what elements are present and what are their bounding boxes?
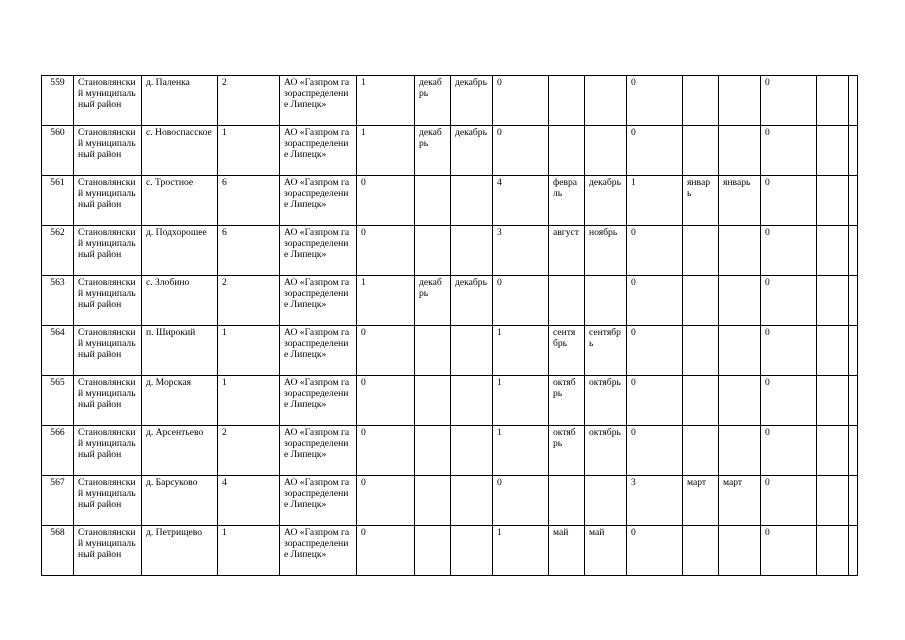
period2-start-month-cell: [549, 476, 585, 526]
period3-value-cell: 0: [627, 526, 683, 576]
row-number-cell: 567: [42, 476, 74, 526]
period3-end-month-cell: январь: [719, 176, 761, 226]
period2-end-month-cell: [585, 76, 627, 126]
table-row: [42, 326, 858, 376]
period1-end-month-cell: декабрь: [451, 76, 493, 126]
period2-value-cell: 1: [493, 426, 549, 476]
period4-value-cell: 0: [761, 276, 817, 326]
row-number-cell: 562: [42, 226, 74, 276]
count-cell: 1: [218, 526, 280, 576]
count-cell: 1: [218, 126, 280, 176]
organization-cell: АО «Газпром газораспределение Липецк»: [280, 276, 357, 326]
period3-end-month-cell: [719, 276, 761, 326]
period4-value-cell: 0: [761, 76, 817, 126]
district-cell: Становлянский муниципальный район: [74, 276, 142, 326]
empty-cell: [817, 326, 849, 376]
empty-cell: [849, 476, 858, 526]
period2-value-cell: 0: [493, 476, 549, 526]
empty-cell: [849, 326, 858, 376]
period3-end-month-cell: [719, 126, 761, 176]
period1-start-month-cell: [415, 326, 451, 376]
district-cell: Становлянский муниципальный район: [74, 526, 142, 576]
count-cell: 6: [218, 226, 280, 276]
period2-end-month-cell: [585, 276, 627, 326]
period1-end-month-cell: [451, 176, 493, 226]
organization-cell: АО «Газпром газораспределение Липецк»: [280, 376, 357, 426]
period4-value-cell: 0: [761, 426, 817, 476]
row-number-cell: 561: [42, 176, 74, 226]
period2-value-cell: 1: [493, 326, 549, 376]
period2-end-month-cell: сентябрь: [585, 326, 627, 376]
period4-value-cell: 0: [761, 176, 817, 226]
organization-cell: АО «Газпром газораспределение Липецк»: [280, 426, 357, 476]
table-row: [42, 426, 858, 476]
period2-end-month-cell: май: [585, 526, 627, 576]
table-row: [42, 226, 858, 276]
count-cell: 2: [218, 76, 280, 126]
period1-value-cell: 0: [357, 226, 415, 276]
period3-value-cell: 0: [627, 326, 683, 376]
period3-value-cell: 0: [627, 276, 683, 326]
period1-start-month-cell: декабрь: [415, 276, 451, 326]
period3-value-cell: 1: [627, 176, 683, 226]
period2-end-month-cell: [585, 126, 627, 176]
period3-end-month-cell: [719, 226, 761, 276]
locality-cell: с. Тростное: [142, 176, 218, 226]
period3-start-month-cell: [683, 526, 719, 576]
period1-value-cell: 1: [357, 276, 415, 326]
period1-end-month-cell: [451, 526, 493, 576]
period2-start-month-cell: август: [549, 226, 585, 276]
period2-value-cell: 3: [493, 226, 549, 276]
period1-value-cell: 1: [357, 76, 415, 126]
period1-start-month-cell: [415, 376, 451, 426]
period3-start-month-cell: [683, 226, 719, 276]
organization-cell: АО «Газпром газораспределение Липецк»: [280, 76, 357, 126]
period2-value-cell: 0: [493, 126, 549, 176]
locality-cell: п. Широкий: [142, 326, 218, 376]
period1-end-month-cell: [451, 376, 493, 426]
locality-cell: д. Морская: [142, 376, 218, 426]
period1-end-month-cell: декабрь: [451, 276, 493, 326]
count-cell: 4: [218, 476, 280, 526]
district-cell: Становлянский муниципальный район: [74, 326, 142, 376]
period2-end-month-cell: [585, 476, 627, 526]
district-cell: Становлянский муниципальный район: [74, 476, 142, 526]
row-number-cell: 568: [42, 526, 74, 576]
period3-end-month-cell: [719, 376, 761, 426]
period2-value-cell: 4: [493, 176, 549, 226]
period1-value-cell: 0: [357, 476, 415, 526]
row-number-cell: 560: [42, 126, 74, 176]
period3-value-cell: 0: [627, 376, 683, 426]
period1-start-month-cell: [415, 226, 451, 276]
period2-value-cell: 0: [493, 276, 549, 326]
empty-cell: [817, 176, 849, 226]
period2-start-month-cell: сентябрь: [549, 326, 585, 376]
district-cell: Становлянский муниципальный район: [74, 176, 142, 226]
table-row: [42, 476, 858, 526]
period2-end-month-cell: октябрь: [585, 376, 627, 426]
period3-end-month-cell: [719, 76, 761, 126]
period1-end-month-cell: [451, 476, 493, 526]
period2-end-month-cell: ноябрь: [585, 226, 627, 276]
period3-end-month-cell: март: [719, 476, 761, 526]
locality-cell: д. Арсентьево: [142, 426, 218, 476]
row-number-cell: 559: [42, 76, 74, 126]
period1-end-month-cell: декабрь: [451, 126, 493, 176]
period4-value-cell: 0: [761, 326, 817, 376]
period1-end-month-cell: [451, 326, 493, 376]
period2-start-month-cell: [549, 126, 585, 176]
period2-start-month-cell: май: [549, 526, 585, 576]
period2-end-month-cell: декабрь: [585, 176, 627, 226]
district-cell: Становлянский муниципальный район: [74, 76, 142, 126]
empty-cell: [849, 176, 858, 226]
row-number-cell: 565: [42, 376, 74, 426]
count-cell: 1: [218, 376, 280, 426]
period4-value-cell: 0: [761, 526, 817, 576]
period2-value-cell: 0: [493, 76, 549, 126]
empty-cell: [849, 526, 858, 576]
period3-start-month-cell: март: [683, 476, 719, 526]
period3-start-month-cell: [683, 276, 719, 326]
row-number-cell: 564: [42, 326, 74, 376]
locality-cell: с. Злобино: [142, 276, 218, 326]
period3-start-month-cell: [683, 76, 719, 126]
schedule-table: [41, 75, 858, 576]
period3-end-month-cell: [719, 326, 761, 376]
period3-start-month-cell: [683, 126, 719, 176]
organization-cell: АО «Газпром газораспределение Липецк»: [280, 126, 357, 176]
period2-start-month-cell: октябрь: [549, 376, 585, 426]
district-cell: Становлянский муниципальный район: [74, 426, 142, 476]
period4-value-cell: 0: [761, 376, 817, 426]
period2-start-month-cell: февраль: [549, 176, 585, 226]
row-number-cell: 563: [42, 276, 74, 326]
district-cell: Становлянский муниципальный район: [74, 376, 142, 426]
organization-cell: АО «Газпром газораспределение Липецк»: [280, 326, 357, 376]
empty-cell: [817, 376, 849, 426]
table-row: [42, 526, 858, 576]
empty-cell: [817, 226, 849, 276]
period1-value-cell: 0: [357, 426, 415, 476]
table-row: [42, 126, 858, 176]
period4-value-cell: 0: [761, 476, 817, 526]
empty-cell: [817, 476, 849, 526]
district-cell: Становлянский муниципальный район: [74, 126, 142, 176]
period3-start-month-cell: январь: [683, 176, 719, 226]
period1-value-cell: 0: [357, 526, 415, 576]
organization-cell: АО «Газпром газораспределение Липецк»: [280, 476, 357, 526]
table-row: [42, 176, 858, 226]
period3-start-month-cell: [683, 426, 719, 476]
period2-end-month-cell: октябрь: [585, 426, 627, 476]
organization-cell: АО «Газпром газораспределение Липецк»: [280, 526, 357, 576]
period1-start-month-cell: декабрь: [415, 76, 451, 126]
count-cell: 1: [218, 326, 280, 376]
organization-cell: АО «Газпром газораспределение Липецк»: [280, 226, 357, 276]
empty-cell: [849, 76, 858, 126]
empty-cell: [817, 426, 849, 476]
period4-value-cell: 0: [761, 126, 817, 176]
table-row: [42, 276, 858, 326]
period3-end-month-cell: [719, 526, 761, 576]
row-number-cell: 566: [42, 426, 74, 476]
period1-value-cell: 0: [357, 326, 415, 376]
locality-cell: д. Паленка: [142, 76, 218, 126]
period1-end-month-cell: [451, 426, 493, 476]
empty-cell: [849, 376, 858, 426]
period1-start-month-cell: [415, 426, 451, 476]
period3-value-cell: 0: [627, 76, 683, 126]
period1-end-month-cell: [451, 226, 493, 276]
table-row: [42, 76, 858, 126]
locality-cell: д. Петрищево: [142, 526, 218, 576]
period1-value-cell: 0: [357, 176, 415, 226]
period2-start-month-cell: [549, 276, 585, 326]
count-cell: 2: [218, 426, 280, 476]
period1-start-month-cell: декабрь: [415, 126, 451, 176]
period3-value-cell: 0: [627, 126, 683, 176]
locality-cell: д. Подхорошее: [142, 226, 218, 276]
period1-value-cell: 1: [357, 126, 415, 176]
period3-start-month-cell: [683, 326, 719, 376]
period3-value-cell: 0: [627, 426, 683, 476]
period4-value-cell: 0: [761, 226, 817, 276]
period2-value-cell: 1: [493, 376, 549, 426]
period2-value-cell: 1: [493, 526, 549, 576]
period1-start-month-cell: [415, 526, 451, 576]
period3-start-month-cell: [683, 376, 719, 426]
period3-value-cell: 0: [627, 226, 683, 276]
empty-cell: [817, 526, 849, 576]
empty-cell: [849, 426, 858, 476]
count-cell: 6: [218, 176, 280, 226]
table-row: [42, 376, 858, 426]
empty-cell: [817, 76, 849, 126]
district-cell: Становлянский муниципальный район: [74, 226, 142, 276]
organization-cell: АО «Газпром газораспределение Липецк»: [280, 176, 357, 226]
period3-value-cell: 3: [627, 476, 683, 526]
period1-value-cell: 0: [357, 376, 415, 426]
period1-start-month-cell: [415, 476, 451, 526]
empty-cell: [849, 126, 858, 176]
count-cell: 2: [218, 276, 280, 326]
empty-cell: [817, 276, 849, 326]
locality-cell: д. Барсуково: [142, 476, 218, 526]
period3-end-month-cell: [719, 426, 761, 476]
empty-cell: [849, 226, 858, 276]
empty-cell: [849, 276, 858, 326]
locality-cell: с. Новоспасское: [142, 126, 218, 176]
period1-start-month-cell: [415, 176, 451, 226]
period2-start-month-cell: октябрь: [549, 426, 585, 476]
empty-cell: [817, 126, 849, 176]
period2-start-month-cell: [549, 76, 585, 126]
